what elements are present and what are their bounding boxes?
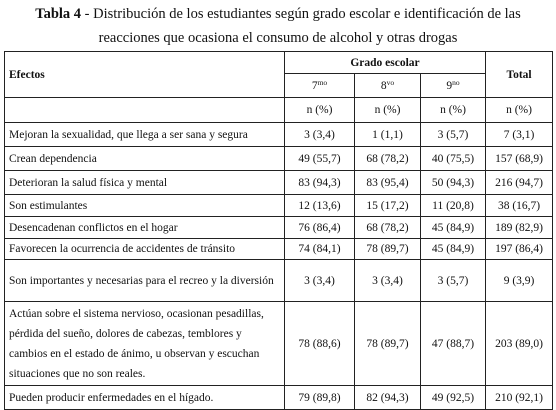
- table-row: [5, 171, 553, 195]
- row-efecto: Actúan sobre el sistema nervioso, ocasionan pesadillas, pérdida del sueño, dolores de cabezas, temblores y cambios en el estado de ánimo, u observan y escuchan situaciones que no son reales.: [5, 302, 285, 386]
- caption-text-1: - Distribución de los estudiantes según grado escolar e identificación de las: [81, 6, 521, 22]
- row-total: 210 (92,1): [486, 386, 553, 410]
- grade-9-sup: no: [452, 77, 460, 87]
- row-g7: 12 (13,6): [285, 195, 355, 217]
- unit-total: n (%): [486, 98, 553, 123]
- unit-grade-8: n (%): [355, 98, 421, 123]
- row-g7: 49 (55,7): [285, 147, 355, 171]
- row-total: 216 (94,7): [486, 171, 553, 195]
- row-efecto: Son importantes y necesarias para el recreo y la diversión: [5, 260, 285, 302]
- row-efecto: Desencadenan conflictos en el hogar: [5, 217, 285, 239]
- row-total: 7 (3,1): [486, 123, 553, 147]
- row-g8: 1 (1,1): [355, 123, 421, 147]
- row-g8: 3 (3,4): [355, 260, 421, 302]
- table-row: [5, 195, 553, 217]
- row-g8: 82 (94,3): [355, 386, 421, 410]
- row-g8: 83 (95,4): [355, 171, 421, 195]
- table-row: [5, 239, 553, 260]
- row-g9: 45 (84,9): [421, 217, 486, 239]
- row-g7: 3 (3,4): [285, 123, 355, 147]
- row-g8: 68 (78,2): [355, 147, 421, 171]
- header-grado-escolar: Grado escolar: [285, 52, 486, 74]
- row-efecto: Mejoran la sexualidad, que llega a ser sana y segura: [5, 123, 285, 147]
- table-row: [5, 386, 553, 410]
- grade-8-sup: vo: [386, 77, 395, 87]
- row-g8: 78 (89,7): [355, 302, 421, 386]
- row-g7: 3 (3,4): [285, 260, 355, 302]
- grade-7-sup: mo: [317, 77, 328, 87]
- row-efecto: Son estimulantes: [5, 195, 285, 217]
- row-g9: 3 (5,7): [421, 123, 486, 147]
- table-row: [5, 302, 553, 386]
- table-row: [5, 217, 553, 239]
- row-g7: 74 (84,1): [285, 239, 355, 260]
- effects-table: [4, 51, 553, 410]
- grade-8-base: 8: [380, 79, 387, 92]
- header-grade-8: [355, 74, 421, 98]
- header-empty-cell: [5, 98, 285, 123]
- caption-label: Tabla 4: [35, 6, 82, 22]
- row-g8: 68 (78,2): [355, 217, 421, 239]
- row-g7: 83 (94,3): [285, 171, 355, 195]
- row-g9: 11 (20,8): [421, 195, 486, 217]
- header-grade-9: [421, 74, 486, 98]
- caption-line-1: [0, 2, 556, 26]
- row-efecto: Crean dependencia: [5, 147, 285, 171]
- row-g7: 78 (88,6): [285, 302, 355, 386]
- row-g9: 45 (84,9): [421, 239, 486, 260]
- header-row-1: [5, 52, 553, 74]
- row-total: 197 (86,4): [486, 239, 553, 260]
- unit-grade-9: n (%): [421, 98, 486, 123]
- table-row: [5, 260, 553, 302]
- caption-line-2: reacciones que ocasiona el consumo de alcohol y otras drogas: [98, 30, 458, 46]
- row-g7: 76 (86,4): [285, 217, 355, 239]
- grade-7-base: 7: [311, 79, 318, 92]
- row-g9: 3 (5,7): [421, 260, 486, 302]
- row-efecto: Favorecen la ocurrencia de accidentes de tránsito: [5, 239, 285, 260]
- row-g9: 40 (75,5): [421, 147, 486, 171]
- row-total: 157 (68,9): [486, 147, 553, 171]
- row-g8: 15 (17,2): [355, 195, 421, 217]
- row-total: 38 (16,7): [486, 195, 553, 217]
- row-g9: 50 (94,3): [421, 171, 486, 195]
- header-row-3: [5, 98, 553, 123]
- table-row: [5, 123, 553, 147]
- row-efecto: Pueden producir enfermedades en el hígado.: [5, 386, 285, 410]
- header-total: Total: [486, 52, 553, 98]
- row-total: 203 (89,0): [486, 302, 553, 386]
- row-total: 189 (82,9): [486, 217, 553, 239]
- header-grade-7: [285, 74, 355, 98]
- unit-grade-7: n (%): [285, 98, 355, 123]
- grade-9-base: 9: [446, 79, 453, 92]
- table-caption: [0, 2, 556, 50]
- row-g9: 47 (88,7): [421, 302, 486, 386]
- row-g8: 78 (89,7): [355, 239, 421, 260]
- row-efecto: Deterioran la salud física y mental: [5, 171, 285, 195]
- header-efectos: Efectos: [5, 52, 285, 98]
- row-total: 9 (3,9): [486, 260, 553, 302]
- row-g7: 79 (89,8): [285, 386, 355, 410]
- table-row: [5, 147, 553, 171]
- row-g9: 49 (92,5): [421, 386, 486, 410]
